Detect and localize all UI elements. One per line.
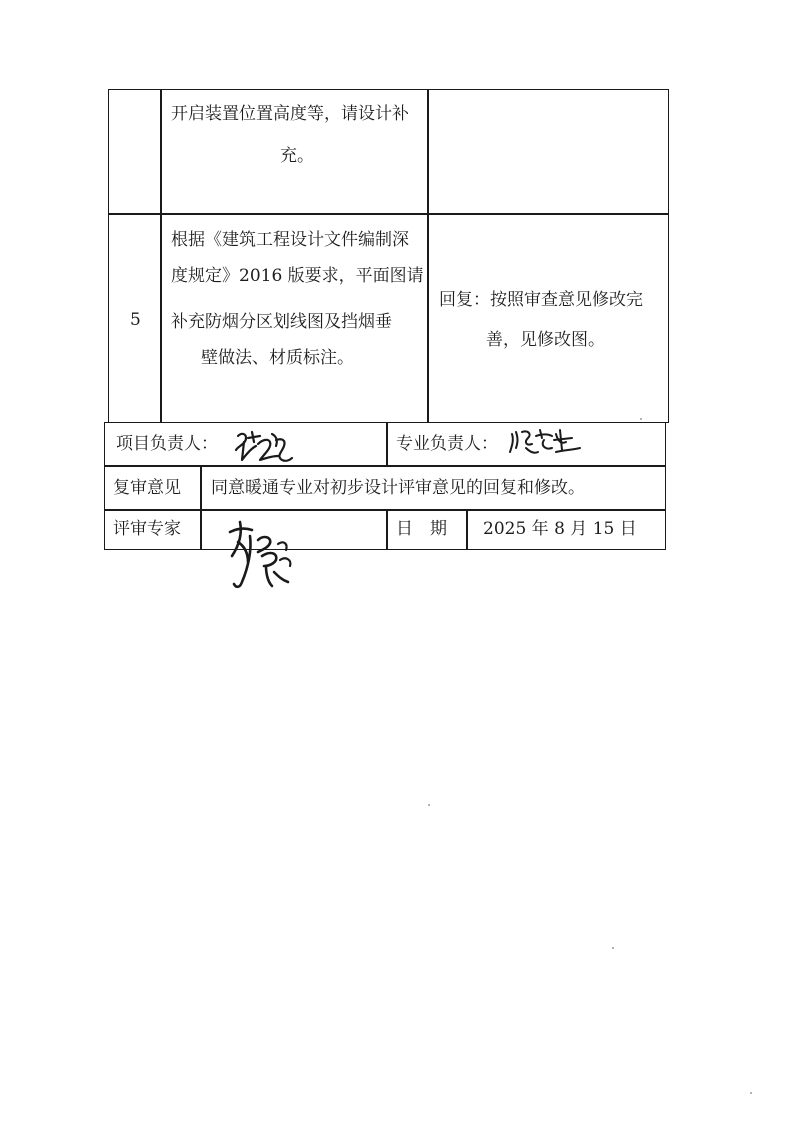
scan-speck bbox=[612, 947, 614, 949]
expert-label: 评审专家 bbox=[113, 519, 181, 539]
comment-line: 根据《建筑工程设计文件编制深 bbox=[171, 230, 409, 250]
expert-signature bbox=[222, 516, 298, 596]
discipline-lead-signature bbox=[506, 424, 588, 464]
table-column-divider bbox=[427, 89, 429, 423]
review-opinion-text: 同意暖通专业对初步设计评审意见的回复和修改。 bbox=[211, 478, 585, 498]
comment-line: 补充防烟分区划线图及挡烟垂 bbox=[171, 312, 392, 332]
table-row-divider bbox=[108, 213, 669, 215]
comment-line: 壁做法、材质标注。 bbox=[201, 348, 354, 368]
table-column-divider bbox=[160, 89, 162, 423]
date-value: 2025 年 8 月 15 日 bbox=[483, 519, 637, 539]
table-column-divider bbox=[200, 465, 202, 550]
project-lead-label: 项目负责人： bbox=[116, 434, 218, 454]
review-items-table bbox=[108, 89, 669, 423]
table-column-divider bbox=[386, 509, 388, 550]
comment-line: 开启装置位置高度等，请设计补 bbox=[171, 104, 409, 124]
scan-speck bbox=[428, 804, 430, 806]
scan-speck bbox=[750, 1092, 752, 1094]
reply-line: 善，见修改图。 bbox=[486, 330, 605, 350]
date-label: 日 期 bbox=[396, 519, 447, 539]
table-row-divider bbox=[104, 509, 666, 511]
project-lead-signature bbox=[232, 426, 298, 468]
table-row-divider bbox=[104, 465, 666, 467]
discipline-lead-label: 专业负责人： bbox=[396, 434, 498, 454]
comment-line: 度规定》2016 版要求，平面图请 bbox=[171, 266, 424, 286]
scan-speck bbox=[640, 418, 642, 420]
reply-line: 回复：按照审查意见修改完 bbox=[439, 290, 643, 310]
row-number: 5 bbox=[130, 310, 141, 330]
table-column-divider bbox=[466, 509, 468, 550]
review-opinion-label: 复审意见 bbox=[113, 478, 181, 498]
comment-line: 充。 bbox=[280, 146, 314, 166]
table-column-divider bbox=[386, 422, 388, 466]
